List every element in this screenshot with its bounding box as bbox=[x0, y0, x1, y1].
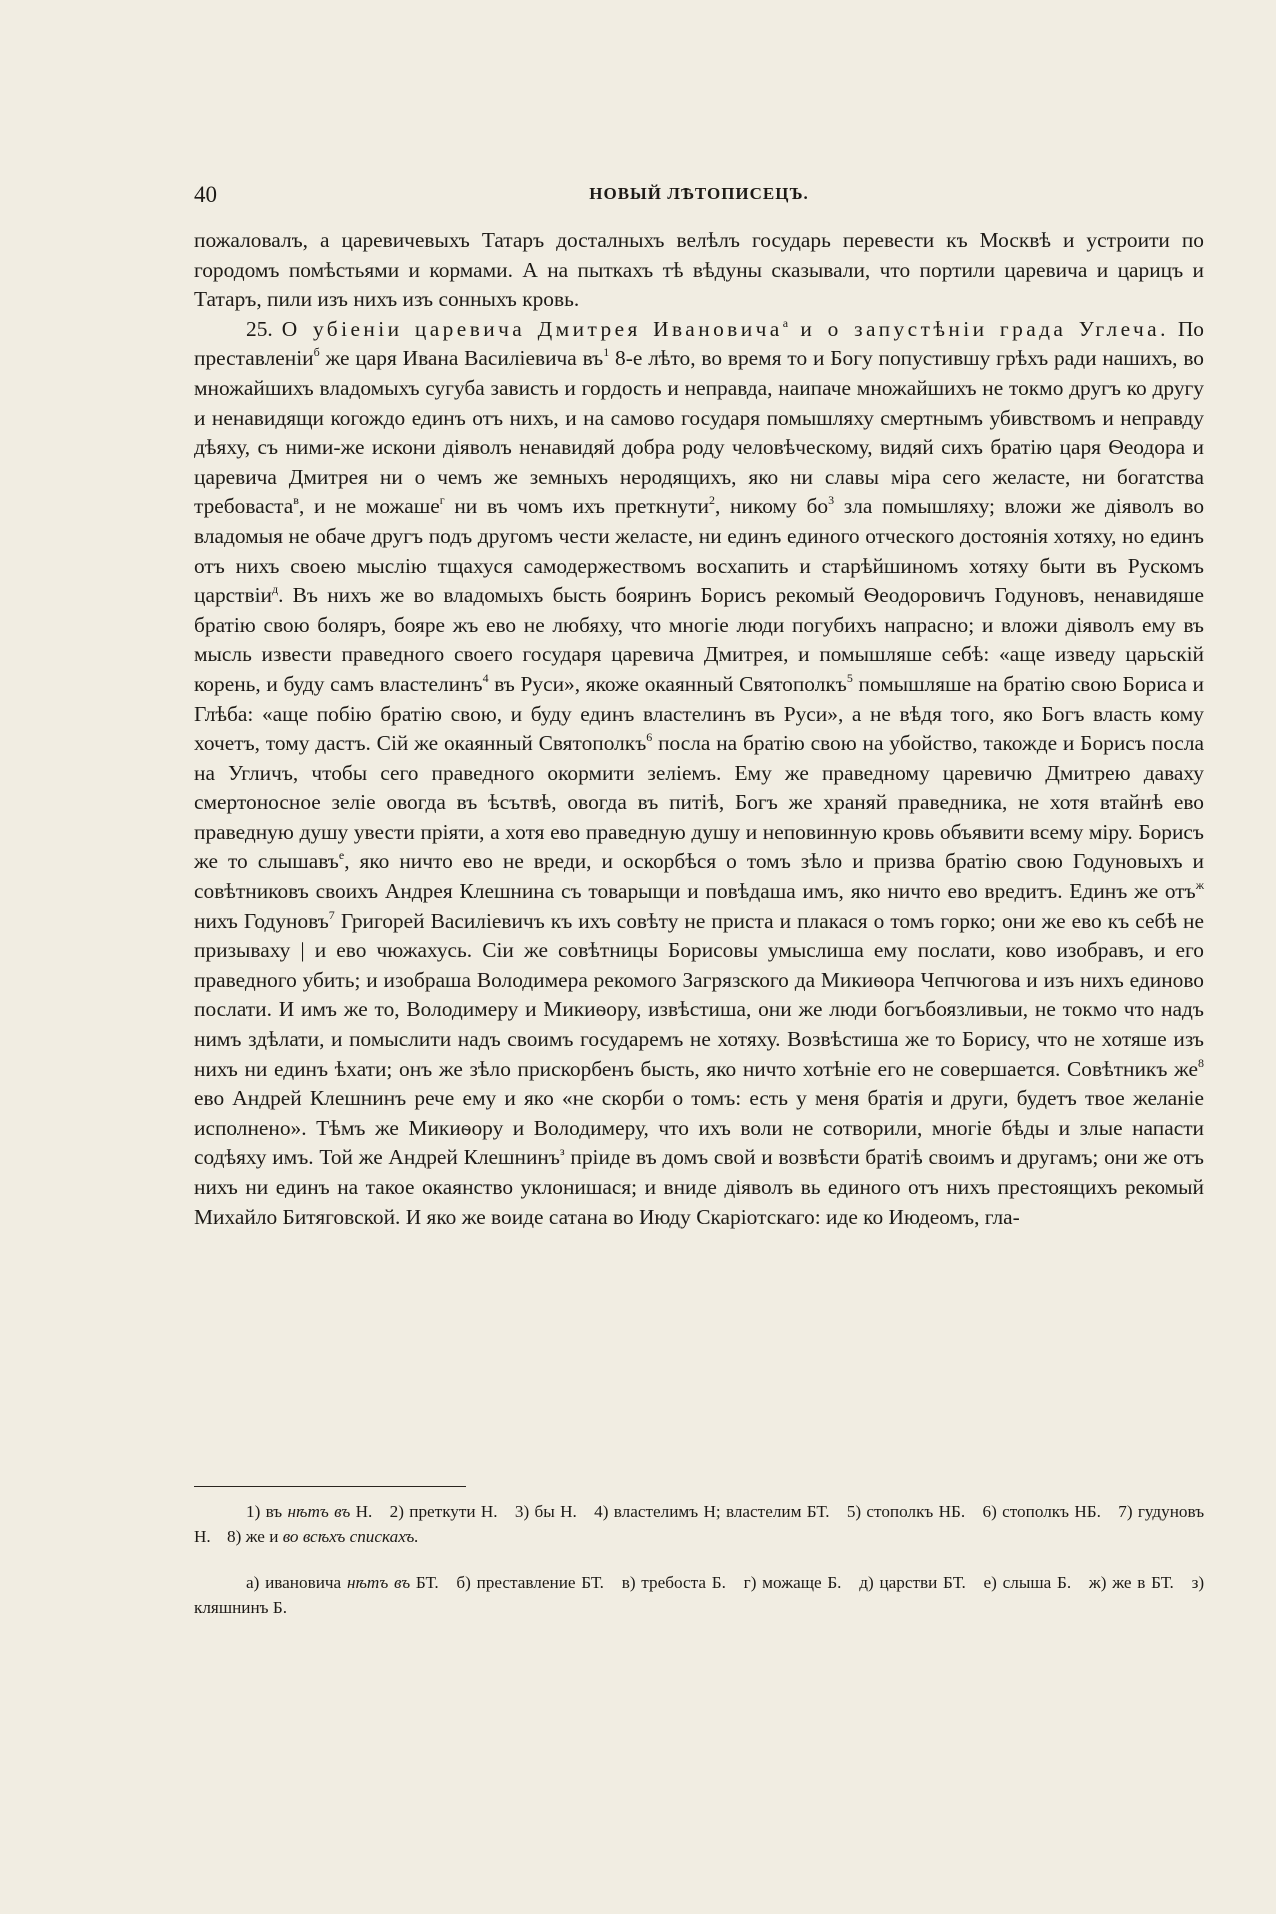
footnote-6: 6) стополкъ НБ. bbox=[982, 1502, 1101, 1521]
text-run: ни въ чомъ ихъ преткнути bbox=[444, 494, 710, 519]
footnote-italic: нѣтъ въ bbox=[346, 1573, 411, 1593]
footnote-a bbox=[246, 1573, 439, 1592]
footnote-1 bbox=[246, 1502, 372, 1521]
footnote-text: а) ивановича bbox=[246, 1573, 342, 1593]
footnote-b: б) преставление БТ. bbox=[456, 1573, 604, 1593]
footnote-text: 1) въ bbox=[246, 1502, 283, 1521]
footnote-text: БТ. bbox=[415, 1573, 439, 1593]
footnotes bbox=[194, 1486, 1204, 1620]
text-run: Григорей Василіевичъ къ ихъ совѣту не приста и плакася о томъ горко; они же ево къ себѣ не призываху | и ево чюжахусь. Сіи же совѣтницы Борисовы умыслиша ему послати, ково изобравъ, и его праведного убить; и изобраша Володимера рекомого Загрязского да Микиѳора Чепчюгова и изъ нихъ единово послати. И имъ же то, Володимеру и Микиѳору, извѣстиша, они же люди богъбоязливыи, не токмо что надъ нимъ здѣлати, и помыслити надъ своимъ государемъ не хотяху. Возвѣстиша же то Борису, что не хотяше изъ нихъ ни единъ ѣхати; онъ же зѣло прискорбенъ бысть, яко ничто хотѣніе его не совершается. Совѣтникъ же bbox=[194, 908, 1204, 1081]
footnote-4: 4) властелимъ Н; властелим БТ. bbox=[594, 1502, 830, 1521]
text-run: , никому бо bbox=[715, 494, 829, 519]
text-run: , яко ничто ево не вреди, и оскорбѣся о томъ зѣло и призва братію свою Годуновыхъ и совѣтниковъ своихъ Андрея Клешнина съ товарыщи и повѣдаша имъ, яко ничто ево вредитъ. Единъ же отъ bbox=[194, 849, 1204, 904]
footnote-mark: 4 bbox=[482, 670, 489, 685]
footnote-8 bbox=[227, 1527, 419, 1546]
footnote-mark: з bbox=[559, 1144, 565, 1159]
footnote-d: д) царстви БТ. bbox=[859, 1573, 966, 1593]
footnote-v: в) требоста Б. bbox=[621, 1573, 726, 1593]
footnote-5: 5) стополкъ НБ. bbox=[846, 1502, 966, 1521]
footnote-mark: е bbox=[338, 848, 345, 863]
section-number: 25. bbox=[246, 316, 273, 341]
footnotes-numbered bbox=[194, 1500, 1204, 1549]
text-run: въ Руси», якоже окаянный Святополкъ bbox=[488, 671, 847, 696]
text-run: зла помышляху; вложи же діяволъ во владомыя не обаче другъ подъ другомъ чести желасте, ни единъ единого отческого достоянія хотяху, но единъ отъ нихъ своею мыслію тщахуся самодержествомъ восхапить и старѣйшиномъ хотяху быти въ Рускомъ царствіи bbox=[194, 494, 1205, 608]
footnote-mark: д bbox=[271, 582, 279, 597]
footnote-mark: 2 bbox=[709, 493, 716, 508]
text-run: . Въ нихъ же во владомыхъ бысть бояринъ Борисъ рекомый Ѳеодоровичъ Годуновъ, ненавидяше братію свою боляръ, бояре жъ ево не любяху, что многіе люди погубихъ напрасно; и вложи діяволъ ему въ мысль извести праведного своего государя царевича Дмитрея, и помышляше себѣ: «аще изведу царьскій корень, и буду самъ властелинъ bbox=[194, 583, 1204, 696]
footnote-7: 7) гудуновъ Н. bbox=[194, 1502, 1205, 1546]
text-run: пріиде въ домъ свой и возвѣсти братіѣ своимъ и другамъ; они же отъ нихъ ни единъ на такое окаянство уклонишася; и вниде діяволъ вь единого отъ нихъ престоящихъ рекомый Михайло Битяговской. И яко же воиде сатана во Июду Скаріотскаго: иде ко Июдеомъ, гла- bbox=[194, 1145, 1204, 1229]
footnote-2: 2) преткути Н. bbox=[389, 1502, 498, 1521]
footnote-mark: 5 bbox=[846, 670, 853, 685]
footnote-mark: а bbox=[782, 315, 789, 330]
paragraph-continued: пожаловалъ, а царевичевыхъ Татаръ досталныхъ велѣлъ государь перевести къ Москвѣ и устроити по городомъ помѣстьями и кормами. А на пыткахъ тѣ вѣдуны сказывали, что портили царевича и царицъ и Татаръ, пили изъ нихъ изъ сонныхъ кровь. bbox=[194, 228, 1204, 312]
page-number: 40 bbox=[194, 182, 217, 207]
footnote-text: Н. bbox=[355, 1502, 373, 1521]
footnote-zh: ж) же в БТ. bbox=[1088, 1573, 1174, 1593]
running-title: НОВЫЙ ЛѢТОПИСЕЦЪ. bbox=[589, 184, 809, 203]
footnote-g: г) можаще Б. bbox=[743, 1573, 842, 1593]
footnote-mark: 3 bbox=[828, 493, 835, 508]
footnote-mark: в bbox=[293, 493, 299, 508]
footnote-mark: б bbox=[313, 345, 320, 360]
footnote-mark: 1 bbox=[603, 345, 610, 360]
main-text bbox=[194, 226, 1204, 1232]
text-run: же царя Ивана Василіевича въ bbox=[319, 346, 604, 371]
footnote-mark: 8 bbox=[1198, 1055, 1204, 1070]
paragraph-section-25 bbox=[194, 315, 1204, 1232]
footnote-italic: нѣтъ въ bbox=[287, 1502, 351, 1521]
footnote-mark: ж bbox=[1195, 878, 1204, 893]
section-title: О убіеніи царевича Дмитрея Ивановича bbox=[281, 316, 783, 341]
text-run: , и не можаше bbox=[298, 494, 440, 519]
running-header bbox=[194, 178, 1204, 218]
footnote-italic: во всѣхъ спискахъ. bbox=[282, 1526, 419, 1546]
footnote-mark: 6 bbox=[646, 730, 653, 745]
text-run: посла на братію свою на убойство, такожде и Борисъ посла на Угличъ, чтобы сего праведного окормити зеліемъ. Ему же праведному царевичю Дмитрею даваху смертоносное зеліе овогда въ ѣсътвѣ, овогда въ питіѣ, Богъ же храняй праведника, не хотя втайнѣ ево праведную душу увести пріяти, а хотя ево праведную душу и неповинную кровь объявити всему міру. Борисъ же то слышавъ bbox=[194, 731, 1204, 874]
section-title-continued: и о запустѣніи града Углеча. bbox=[788, 316, 1169, 341]
text-run: 8-е лѣто, во время то и Богу попустившу грѣхъ ради нашихъ, во множайшихъ владомыхъ сугуба зависть и гордость и неправда, наипаче множайшихъ не токмо другъ ко другу и ненавидящи когождо единъ отъ нихъ, и на самово государя помышляху смертнымъ убивствомъ и неправду дѣяху, съ ними-же искони діяволъ ненавидяй добра роду человѣческому, видяй сихъ братію царя Ѳеодора и царевича Дмитрея ни о чемъ же земныхъ неродящихъ, яко ни славы міра сего желасте, ни богатства требоваста bbox=[194, 346, 1204, 519]
footnote-e: е) слыша Б. bbox=[983, 1573, 1072, 1593]
text-run: нихъ Годуновъ bbox=[194, 908, 329, 933]
text-run: ево Андрей Клешнинъ рече ему и яко «не скорби о томъ: есть у меня братія и други, будетъ твое желаніе исполнено». Тѣмъ же Микиѳору и Володимеру, что ихъ воли не сотворили, многіе бѣды и злые напасти содѣяху имъ. Той же Андрей Клешнинъ bbox=[194, 1086, 1204, 1170]
footnote-mark: г bbox=[439, 493, 445, 508]
text-run: По преставленіи bbox=[194, 316, 1204, 371]
footnotes-lettered bbox=[194, 1571, 1204, 1620]
footnote-mark: 7 bbox=[328, 907, 335, 922]
footnote-text: 8) же и bbox=[227, 1526, 279, 1546]
text-run: помышляше на братію свою Бориса и Глѣба: «аще побію братію свою, и буду единъ властелинъ въ Руси», а не вѣдя того, яко Богъ власть кому хочетъ, тому дастъ. Сій же окаянный Святополкъ bbox=[194, 671, 1205, 756]
footnote-3: 3) бы Н. bbox=[514, 1502, 577, 1521]
footnote-z: з) кляшнинъ Б. bbox=[194, 1573, 1205, 1617]
